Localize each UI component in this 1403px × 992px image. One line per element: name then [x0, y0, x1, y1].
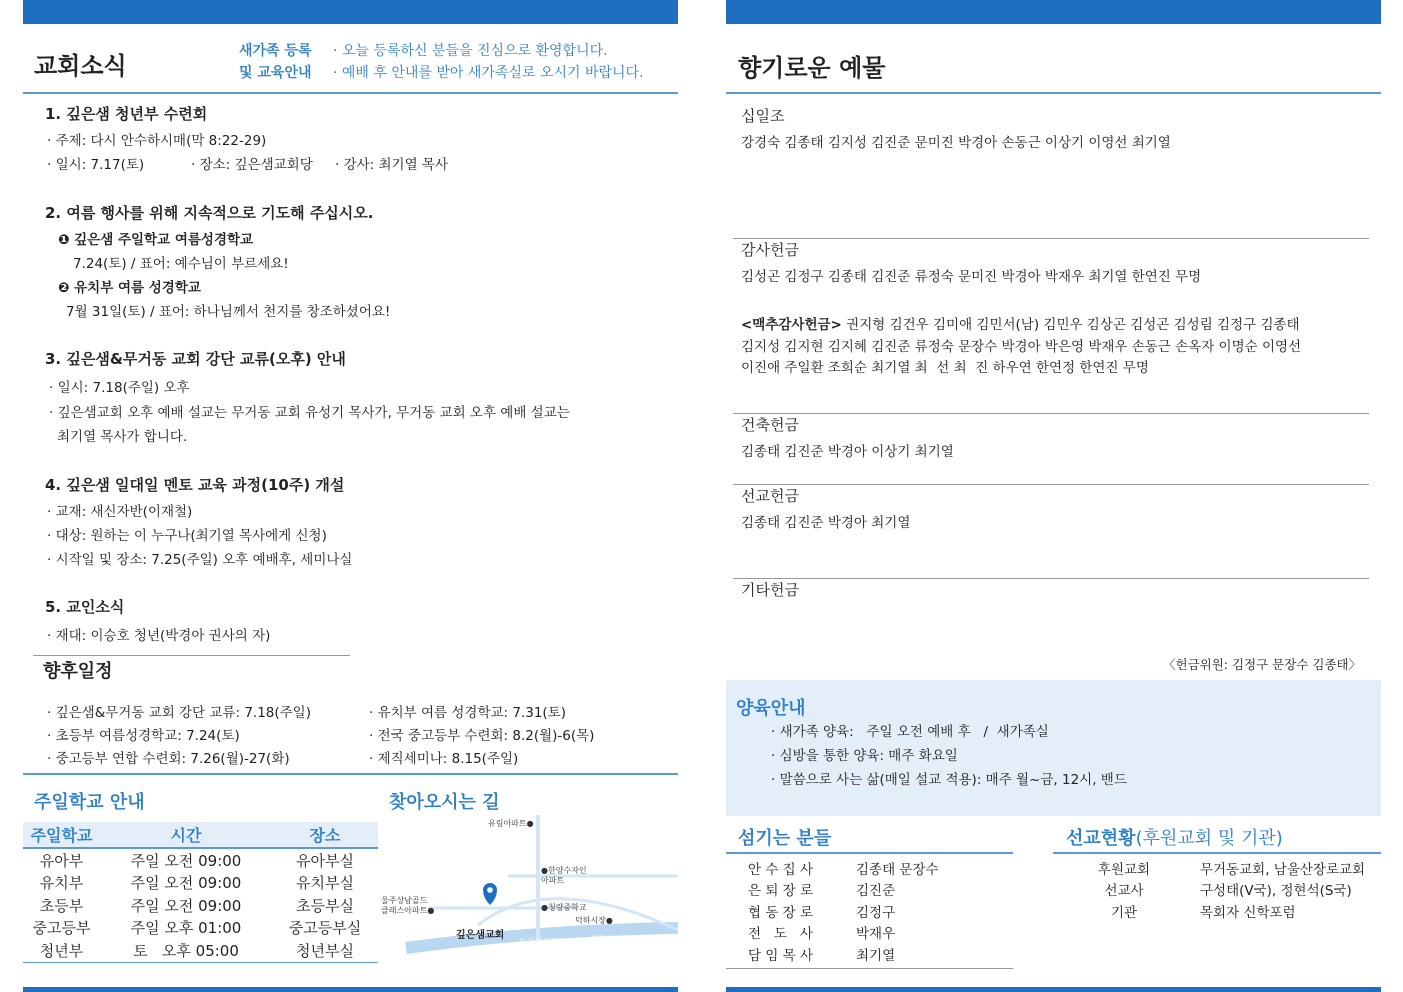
- welcome-text: [333, 40, 644, 84]
- table-cell: 주일 오후 01:00: [130, 919, 242, 938]
- news-1-speaker: · 강사: 최기열 목사: [335, 157, 449, 173]
- table-cell: 주일 오전 09:00: [130, 896, 242, 915]
- news-5-title: 5. 교인소식: [45, 598, 125, 616]
- news-2-sub1: ❶ 깊은샘 주일학교 여름성경학교: [58, 232, 254, 248]
- table-row: [1070, 900, 1365, 922]
- table-row: [748, 922, 939, 944]
- table-cell: 중고등부: [32, 919, 91, 938]
- offering-label-thanks: 감사헌금: [741, 241, 799, 259]
- map-label-apt-top: 유림아파트●: [488, 819, 534, 828]
- nurture-title: 양육안내: [736, 698, 806, 719]
- header-divider-left: [23, 92, 678, 94]
- column-header: 주일학교: [23, 822, 100, 848]
- table-row: [23, 917, 378, 940]
- table-row: [23, 872, 378, 895]
- map-label-apt-left: 울주상남골드 클래스아파트●: [381, 896, 435, 915]
- news-2-title: 2. 여름 행사를 위해 지속적으로 기도해 주십시오.: [45, 204, 374, 222]
- mission-status-title-sub: (후원교회 및 기관): [1135, 828, 1283, 849]
- upcoming-item: · 전국 중고등부 수련회: 8.2(월)-6(목): [369, 728, 595, 744]
- map-pin-icon: [483, 883, 497, 905]
- role-names: 박재우: [856, 926, 896, 943]
- offering-divider: [733, 578, 1369, 579]
- table-row: [748, 900, 939, 922]
- table-cell: 청년부실: [296, 941, 354, 960]
- mission-detail: 목회자 신학포럼: [1200, 904, 1296, 921]
- offering-label-building: 건축헌금: [741, 416, 799, 434]
- role-names: 최기열: [856, 947, 896, 964]
- news-2-sub1-detail: 7.24(토) / 표어: 예수님이 부르세요!: [73, 256, 289, 272]
- offering-wheat-line1: [741, 313, 1300, 333]
- offering-committee: 〈헌금위원: 김정구 문장수 김종태〉: [1163, 657, 1362, 672]
- map-pin-dot: [487, 887, 493, 893]
- servants-divider: [726, 852, 1013, 854]
- table-cell: 청년부: [39, 941, 84, 960]
- mission-category: 기관: [1110, 904, 1138, 921]
- table-cell: 주일 오전 09:00: [130, 851, 242, 870]
- table-row: [1070, 879, 1365, 901]
- news-1-place: · 장소: 깊은샘교회당: [191, 157, 313, 173]
- table-row: [748, 857, 939, 879]
- offering-names-tithe: 강경숙 김종태 김지성 김진준 문미진 박경아 손동근 이상기 이영선 최기열: [741, 135, 1171, 151]
- welcome-line2: · 예배 후 안내를 받아 새가족실로 오시기 바랍니다.: [333, 65, 644, 81]
- table-cell: 중고등부실: [288, 919, 362, 938]
- offering-names-thanks: 김성곤 김정구 김종태 김진준 류정숙 문미진 박경아 박재우 최기열 한연진 무명: [741, 269, 1202, 285]
- bottom-bar-left: [23, 987, 678, 992]
- table-header-row: [23, 822, 378, 848]
- news-1-date: · 일시: 7.17(토): [47, 157, 145, 173]
- bottom-bar-right: [726, 987, 1381, 992]
- servants-table: [748, 857, 939, 965]
- mission-status-table: [1070, 857, 1365, 922]
- upcoming-item: · 초등부 여름성경학교: 7.24(토): [47, 728, 240, 744]
- mission-category: 선교사: [1104, 883, 1144, 900]
- upcoming-item: · 깊은샘&무거동 교회 강단 교류: 7.18(주일): [47, 705, 311, 721]
- table-row: [748, 879, 939, 901]
- news-5-line1: · 재대: 이승호 청년(박경아 권사의 자): [47, 628, 271, 644]
- table-cell: 초등부실: [296, 896, 354, 915]
- upcoming-divider: [23, 773, 678, 775]
- servants-bottom-rule: [726, 968, 1013, 969]
- offering-names-building: 김종태 김진준 박경아 이상기 최기열: [741, 444, 954, 460]
- offering-label-mission: 선교헌금: [741, 487, 799, 505]
- role-names: 김진준: [856, 883, 896, 900]
- role-title: 은 퇴 장 로: [748, 883, 814, 900]
- offering-divider: [733, 484, 1369, 485]
- role-title: 협 동 장 로: [748, 904, 814, 921]
- news-4-title: 4. 깊은샘 일대일 멘토 교육 과정(10주) 개설: [45, 476, 345, 494]
- offering-wheat-label: <맥추감사헌금>: [741, 317, 842, 333]
- column-header: 장소: [272, 822, 378, 848]
- role-title: 안 수 집 사: [748, 861, 814, 878]
- welcome-line1: · 오늘 등록하신 분들을 진심으로 환영합니다.: [333, 43, 608, 59]
- table-cell: 주일 오전 09:00: [130, 874, 242, 893]
- upcoming-item: · 중고등부 연합 수련회: 7.26(월)-27(화): [47, 751, 290, 767]
- offering-divider: [733, 413, 1369, 414]
- offering-wheat-line2: 김지성 김지현 김지혜 김진준 류정숙 문장수 박경아 박은영 박재우 손동근 손옥자 이명순 이영선: [741, 339, 1302, 355]
- news-3-line2: · 깊은샘교회 오후 예배 설교는 무거동 교회 유성기 목사가, 무거동 교회 오후 예배 설교는: [49, 405, 570, 421]
- table-cell: 초등부: [39, 896, 84, 915]
- header-divider-right: [726, 92, 1381, 94]
- servants-title: 섬기는 분들: [738, 828, 832, 849]
- offering-wheat-line3: 이진애 주일환 조희순 최기열 최 선 최 진 하우연 한연정 한연진 무명: [741, 360, 1149, 376]
- news-1-title: 1. 깊은샘 청년부 수련회: [45, 105, 208, 123]
- mission-detail: 구성태(V국), 정현석(S국): [1200, 883, 1352, 900]
- offerings-title: 향기로운 예물: [738, 54, 886, 82]
- upcoming-item: · 유치부 여름 성경학교: 7.31(토): [369, 705, 567, 721]
- news-3-line3: 최기열 목사가 합니다.: [57, 429, 188, 445]
- news-2-sub2: ❷ 유치부 여름 성경학교: [58, 280, 201, 296]
- news-3-line1: · 일시: 7.18(주일) 오후: [49, 380, 190, 396]
- top-bar-left: [23, 0, 678, 24]
- table-bottom-rule: [23, 962, 378, 963]
- news-1-line1: · 주제: 다시 안수하시매(막 8:22-29): [47, 133, 267, 149]
- mission-divider: [1053, 852, 1381, 854]
- table-row: [23, 848, 378, 872]
- sunday-school-title: 주일학교 안내: [34, 792, 145, 813]
- offering-wheat-names: 권지형 김건우 김미애 김민서(남) 김민우 김상곤 김성곤 김성림 김정구 김종태: [841, 317, 1300, 333]
- directions-title: 찾아오시는 길: [389, 792, 500, 813]
- nurture-item: · 말씀으로 사는 삶(매일 설교 적용): 매주 월~금, 12시, 밴드: [771, 772, 1127, 788]
- nurture-item: · 새가족 양육: 주일 오전 예배 후 / 새가족실: [771, 724, 1049, 740]
- offering-label-tithe: 십일조: [741, 107, 785, 125]
- mission-status-title: [1066, 824, 1283, 850]
- offering-names-mission: 김종태 김진준 박경아 최기열: [741, 515, 911, 531]
- column-header: 시간: [100, 822, 272, 848]
- sunday-school-table: [23, 822, 378, 962]
- news-4-line2: · 대상: 원하는 이 누구나(최기열 목사에게 신청): [47, 528, 327, 544]
- table-row: [23, 939, 378, 962]
- mission-detail: 무거동교회, 남울산장로교회: [1200, 861, 1366, 878]
- page-title: 교회소식: [34, 52, 127, 80]
- role-names: 김정구: [856, 904, 896, 921]
- welcome-label-line1: 새가족 등록: [239, 43, 312, 59]
- mission-status-title-main: 선교현황: [1066, 828, 1136, 849]
- nurture-item: · 심방을 통한 양육: 매주 화요일: [771, 748, 958, 764]
- map-label-road1: 송진교차로: [518, 938, 560, 948]
- upcoming-item: · 제직세미나: 8.15(주일): [369, 751, 519, 767]
- upcoming-title: 향후일정: [43, 661, 113, 682]
- role-title: 담 임 목 사: [748, 947, 814, 964]
- map-label-road2: 청량삼거리: [590, 935, 632, 945]
- offering-divider: [733, 238, 1369, 239]
- news-divider: [33, 655, 350, 656]
- table-row: [23, 894, 378, 917]
- welcome-label-line2: 및 교육안내: [239, 65, 312, 81]
- role-title: 전 도 사: [748, 926, 813, 943]
- table-cell: 유치부실: [296, 874, 354, 893]
- offering-label-other: 기타헌금: [741, 581, 799, 599]
- news-2-sub2-detail: 7월 31일(토) / 표어: 하나님께서 천지를 창조하셨어요!: [66, 304, 391, 320]
- table-cell: 유아부실: [296, 851, 354, 870]
- top-bar-right: [726, 0, 1381, 24]
- table-cell: 유치부: [39, 874, 84, 893]
- map-label-market: 덕하시장●: [575, 916, 613, 925]
- news-4-line1: · 교재: 새신자반(이재철): [47, 504, 193, 520]
- table-row: [1070, 857, 1365, 879]
- table-cell: 유아부: [39, 851, 84, 870]
- mission-category: 후원교회: [1097, 861, 1151, 878]
- map-label-church: 깊은샘교회: [456, 930, 505, 941]
- table-cell: 토 오후 05:00: [133, 941, 239, 960]
- welcome-label: [239, 40, 312, 84]
- map-label-apt-right: ●한양수자인 아파트: [541, 866, 587, 885]
- news-3-title: 3. 깊은샘&무거동 교회 강단 교류(오후) 안내: [45, 350, 346, 368]
- location-map: [378, 810, 678, 960]
- map-label-school: ●청량중학교: [541, 903, 587, 912]
- role-names: 김종태 문장수: [856, 861, 939, 878]
- news-4-line3: · 시작일 및 장소: 7.25(주일) 오후 예배후, 세미나실: [47, 552, 353, 568]
- table-row: [748, 943, 939, 965]
